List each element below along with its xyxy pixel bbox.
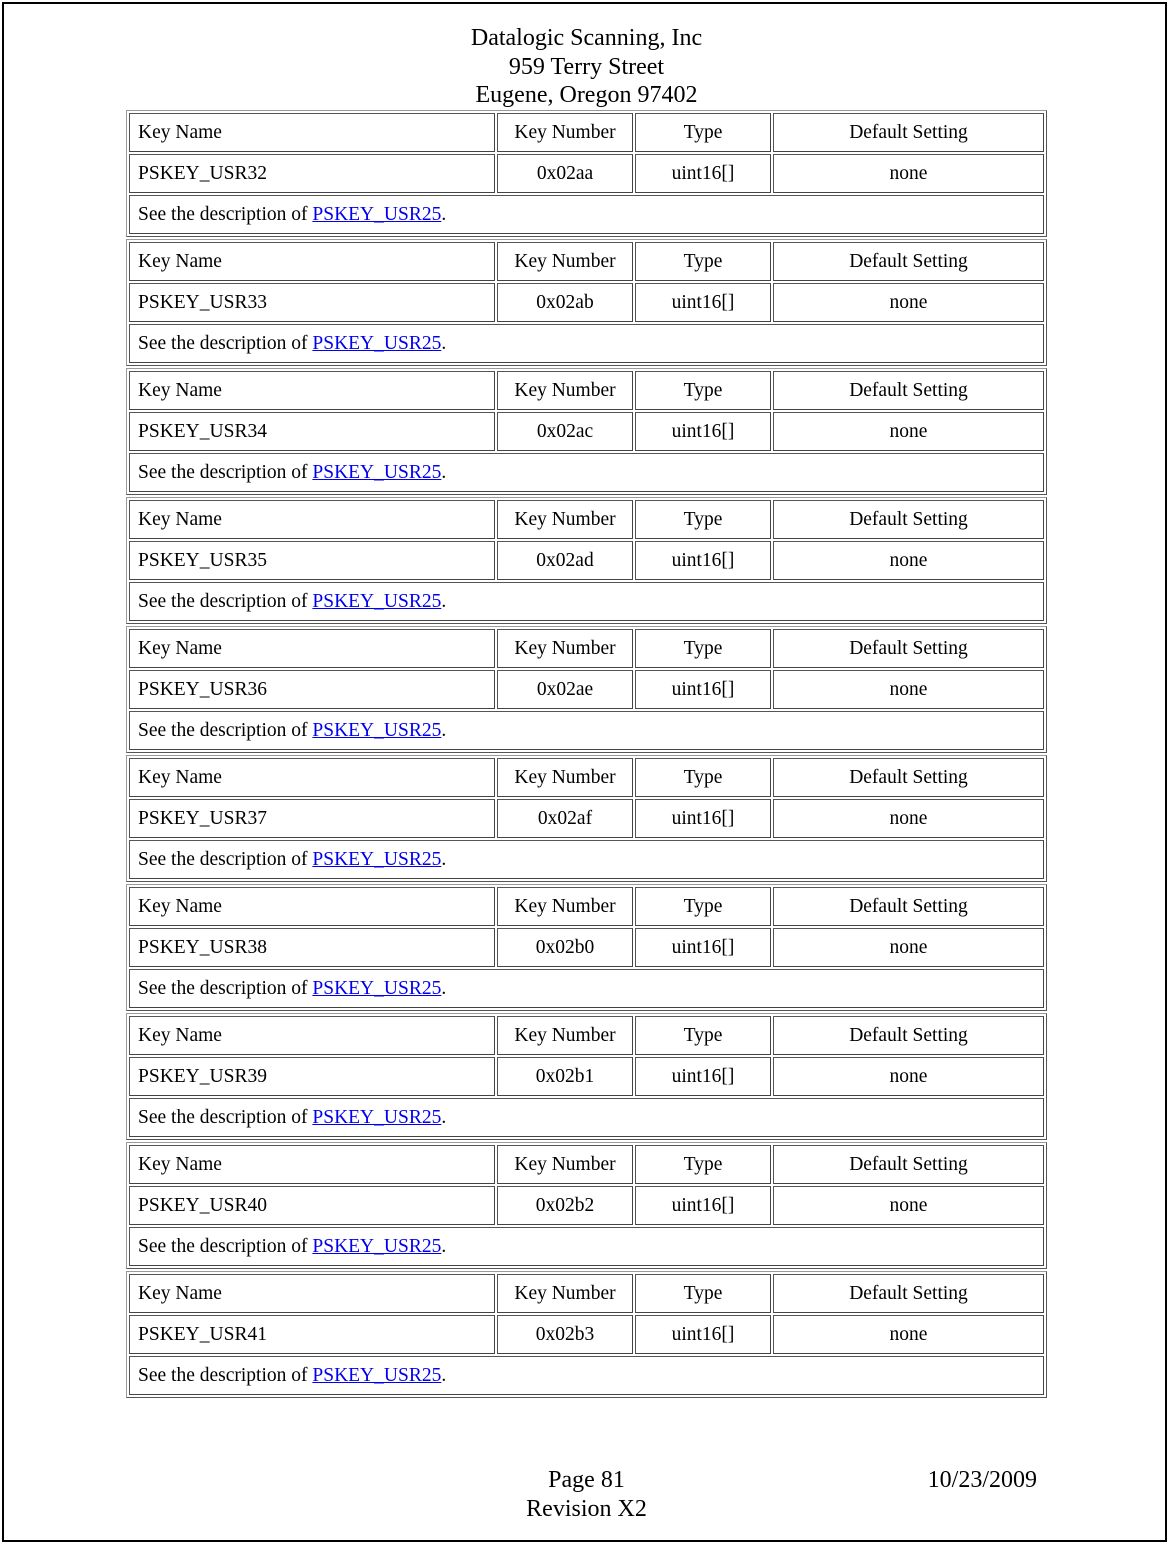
col-header-default-setting: Default Setting	[773, 1274, 1044, 1313]
default-setting-cell: none	[773, 541, 1044, 580]
col-header-default-setting: Default Setting	[773, 500, 1044, 539]
key-number-cell: 0x02aa	[497, 154, 633, 193]
default-setting-cell: none	[773, 154, 1044, 193]
type-cell: uint16[]	[635, 154, 771, 193]
footer-date: 10/23/2009	[927, 1467, 1037, 1493]
key-name-cell: PSKEY_USR34	[129, 412, 495, 451]
col-header-key-name: Key Name	[129, 371, 495, 410]
value-row	[129, 1315, 1044, 1354]
col-header-type: Type	[635, 1016, 771, 1055]
type-cell: uint16[]	[635, 1057, 771, 1096]
value-row	[129, 541, 1044, 580]
col-header-default-setting: Default Setting	[773, 629, 1044, 668]
pskey-usr25-link[interactable]: PSKEY_USR25	[312, 1235, 442, 1257]
key-name-cell: PSKEY_USR41	[129, 1315, 495, 1354]
col-header-key-name: Key Name	[129, 1274, 495, 1313]
description-suffix: .	[441, 977, 447, 999]
key-table	[126, 755, 1047, 882]
key-number-cell: 0x02b1	[497, 1057, 633, 1096]
pskey-usr25-link[interactable]: PSKEY_USR25	[312, 461, 442, 483]
description-prefix: See the description of	[138, 461, 313, 483]
description-cell	[129, 969, 1044, 1008]
value-row	[129, 412, 1044, 451]
type-cell: uint16[]	[635, 412, 771, 451]
col-header-key-name: Key Name	[129, 113, 495, 152]
company-city: Eugene, Oregon 97402	[475, 82, 698, 108]
value-row	[129, 1186, 1044, 1225]
description-suffix: .	[441, 719, 447, 741]
key-table	[126, 626, 1047, 753]
description-cell	[129, 195, 1044, 234]
key-name-cell: PSKEY_USR36	[129, 670, 495, 709]
header-row	[129, 113, 1044, 152]
key-table	[126, 1013, 1047, 1140]
description-cell	[129, 453, 1044, 492]
col-header-key-number: Key Number	[497, 371, 633, 410]
description-row	[129, 324, 1044, 363]
col-header-default-setting: Default Setting	[773, 1016, 1044, 1055]
col-header-key-number: Key Number	[497, 500, 633, 539]
col-header-default-setting: Default Setting	[773, 1145, 1044, 1184]
key-table	[126, 368, 1047, 495]
col-header-key-name: Key Name	[129, 242, 495, 281]
tables-host	[126, 110, 1047, 1398]
description-row	[129, 1098, 1044, 1137]
description-prefix: See the description of	[138, 332, 313, 354]
col-header-key-name: Key Name	[129, 758, 495, 797]
description-row	[129, 582, 1044, 621]
header-row	[129, 629, 1044, 668]
col-header-key-name: Key Name	[129, 629, 495, 668]
col-header-key-number: Key Number	[497, 1274, 633, 1313]
key-number-cell: 0x02b3	[497, 1315, 633, 1354]
pskey-usr25-link[interactable]: PSKEY_USR25	[312, 848, 442, 870]
description-prefix: See the description of	[138, 1106, 313, 1128]
default-setting-cell: none	[773, 1315, 1044, 1354]
col-header-type: Type	[635, 242, 771, 281]
col-header-key-number: Key Number	[497, 629, 633, 668]
col-header-type: Type	[635, 1274, 771, 1313]
key-number-cell: 0x02ab	[497, 283, 633, 322]
default-setting-cell: none	[773, 1057, 1044, 1096]
pskey-usr25-link[interactable]: PSKEY_USR25	[312, 203, 442, 225]
header-row	[129, 1274, 1044, 1313]
description-prefix: See the description of	[138, 1235, 313, 1257]
pskey-usr25-link[interactable]: PSKEY_USR25	[312, 332, 442, 354]
key-number-cell: 0x02b2	[497, 1186, 633, 1225]
pskey-usr25-link[interactable]: PSKEY_USR25	[312, 1364, 442, 1386]
col-header-type: Type	[635, 1145, 771, 1184]
key-name-cell: PSKEY_USR40	[129, 1186, 495, 1225]
description-row	[129, 453, 1044, 492]
col-header-type: Type	[635, 371, 771, 410]
col-header-key-name: Key Name	[129, 500, 495, 539]
description-prefix: See the description of	[138, 977, 313, 999]
header-row	[129, 1145, 1044, 1184]
header-row	[129, 758, 1044, 797]
description-row	[129, 1356, 1044, 1395]
description-suffix: .	[441, 461, 447, 483]
value-row	[129, 928, 1044, 967]
description-cell	[129, 1227, 1044, 1266]
key-number-cell: 0x02af	[497, 799, 633, 838]
col-header-key-number: Key Number	[497, 758, 633, 797]
value-row	[129, 670, 1044, 709]
pskey-usr25-link[interactable]: PSKEY_USR25	[312, 977, 442, 999]
description-suffix: .	[441, 590, 447, 612]
header-row	[129, 242, 1044, 281]
page-number: Page 81	[548, 1467, 625, 1493]
col-header-key-number: Key Number	[497, 887, 633, 926]
value-row	[129, 283, 1044, 322]
description-row	[129, 195, 1044, 234]
company-street: 959 Terry Street	[508, 53, 665, 80]
type-cell: uint16[]	[635, 1315, 771, 1354]
description-prefix: See the description of	[138, 848, 313, 870]
description-row	[129, 711, 1044, 750]
col-header-type: Type	[635, 758, 771, 797]
col-header-key-number: Key Number	[497, 1016, 633, 1055]
key-name-cell: PSKEY_USR38	[129, 928, 495, 967]
key-name-cell: PSKEY_USR37	[129, 799, 495, 838]
description-suffix: .	[441, 1106, 447, 1128]
col-header-type: Type	[635, 500, 771, 539]
default-setting-cell: none	[773, 928, 1044, 967]
header-row	[129, 371, 1044, 410]
description-cell	[129, 711, 1044, 750]
col-header-default-setting: Default Setting	[773, 371, 1044, 410]
col-header-default-setting: Default Setting	[773, 242, 1044, 281]
description-cell	[129, 324, 1044, 363]
description-suffix: .	[441, 1364, 447, 1386]
key-number-cell: 0x02ac	[497, 412, 633, 451]
default-setting-cell: none	[773, 1186, 1044, 1225]
type-cell: uint16[]	[635, 1186, 771, 1225]
col-header-key-number: Key Number	[497, 1145, 633, 1184]
description-cell	[129, 1356, 1044, 1395]
revision: Revision X2	[526, 1496, 647, 1522]
key-table	[126, 884, 1047, 1011]
key-table	[126, 1142, 1047, 1269]
description-suffix: .	[441, 848, 447, 870]
description-suffix: .	[441, 203, 447, 225]
default-setting-cell: none	[773, 670, 1044, 709]
type-cell: uint16[]	[635, 799, 771, 838]
col-header-default-setting: Default Setting	[773, 113, 1044, 152]
key-tables	[126, 110, 1047, 1400]
type-cell: uint16[]	[635, 283, 771, 322]
key-number-cell: 0x02ad	[497, 541, 633, 580]
header-row	[129, 887, 1044, 926]
key-name-cell: PSKEY_USR32	[129, 154, 495, 193]
col-header-key-name: Key Name	[129, 887, 495, 926]
description-prefix: See the description of	[138, 590, 313, 612]
value-row	[129, 1057, 1044, 1096]
description-prefix: See the description of	[138, 1364, 313, 1386]
col-header-key-number: Key Number	[497, 242, 633, 281]
type-cell: uint16[]	[635, 928, 771, 967]
pskey-usr25-link[interactable]: PSKEY_USR25	[312, 590, 442, 612]
description-cell	[129, 1098, 1044, 1137]
col-header-default-setting: Default Setting	[773, 758, 1044, 797]
col-header-type: Type	[635, 629, 771, 668]
key-table	[126, 497, 1047, 624]
type-cell: uint16[]	[635, 541, 771, 580]
pskey-usr25-link[interactable]: PSKEY_USR25	[312, 719, 442, 741]
col-header-key-name: Key Name	[129, 1145, 495, 1184]
default-setting-cell: none	[773, 799, 1044, 838]
description-row	[129, 969, 1044, 1008]
value-row	[129, 799, 1044, 838]
key-number-cell: 0x02ae	[497, 670, 633, 709]
type-cell: uint16[]	[635, 670, 771, 709]
description-suffix: .	[441, 1235, 447, 1257]
description-row	[129, 840, 1044, 879]
col-header-type: Type	[635, 113, 771, 152]
default-setting-cell: none	[773, 283, 1044, 322]
col-header-key-number: Key Number	[497, 113, 633, 152]
description-prefix: See the description of	[138, 203, 313, 225]
key-number-cell: 0x02b0	[497, 928, 633, 967]
key-table	[126, 110, 1047, 237]
default-setting-cell: none	[773, 412, 1044, 451]
pskey-usr25-link[interactable]: PSKEY_USR25	[312, 1106, 442, 1128]
key-name-cell: PSKEY_USR39	[129, 1057, 495, 1096]
header-row	[129, 500, 1044, 539]
key-name-cell: PSKEY_USR35	[129, 541, 495, 580]
document-header	[0, 24, 1173, 110]
value-row	[129, 154, 1044, 193]
company-name: Datalogic Scanning, Inc	[470, 25, 703, 51]
description-prefix: See the description of	[138, 719, 313, 741]
description-row	[129, 1227, 1044, 1266]
description-cell	[129, 840, 1044, 879]
key-table	[126, 1271, 1047, 1398]
header-row	[129, 1016, 1044, 1055]
key-table	[126, 239, 1047, 366]
description-cell	[129, 582, 1044, 621]
col-header-key-name: Key Name	[129, 1016, 495, 1055]
description-suffix: .	[441, 332, 447, 354]
key-name-cell: PSKEY_USR33	[129, 283, 495, 322]
col-header-default-setting: Default Setting	[773, 887, 1044, 926]
col-header-type: Type	[635, 887, 771, 926]
